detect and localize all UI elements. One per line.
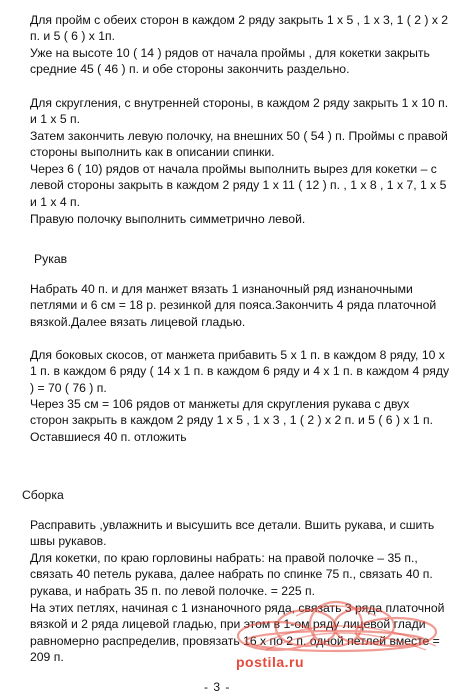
paragraph-yoke-start: Уже на высоте 10 ( 14 ) рядов от начала проймы , для кокетки закрыть средние 45 ( 46 ) п. и обе стороны закончить раздельно.: [30, 46, 430, 77]
watermark-text: postila.ru: [236, 654, 305, 670]
paragraph-sleeve-increases: Для боковых скосов, от манжета прибавить 5 х 1 п. в каждом 8 ряду, 10 х 1 п. в каждом 6 ряду ( 14 х 1 п. в каждом 6 ряду и 4 х 1 п. в каждом 4 ряду ) = 70 ( 76 ) п.: [30, 348, 450, 395]
paragraph-yoke-cutout: Через 6 ( 10) рядов от начала проймы выполнить вырез для кокетки – с левой стороны закрыть в каждом 2 ряду 1 х 11 ( 12 ) п. , 1 х 8 , 1 х 7, 1 х 5 и 1 х 4 п.: [30, 162, 447, 209]
page-number: - 3 -: [204, 680, 231, 694]
paragraph-assembly-rows: На этих петлях, начиная с 1 изнаночного ряда, связать 3 ряда платочной вязкой и 2 ряда лицевой гладью, при этом в 1-ом ряду лицевой глади равномерно распределив, провязать 16 х по 2 п. одной петлей вместе = 209 п.: [30, 601, 445, 665]
paragraph-right-front: Правую полочку выполнить симметрично левой.: [30, 212, 306, 226]
flower-logo-icon: [236, 596, 462, 656]
paragraph-left-front: Затем закончить левую полочку, на внешних 50 ( 54 ) п. Проймы с правой стороны выполнить как в описании спинки.: [30, 129, 448, 160]
paragraph-armhole: Для пройм с обеих сторон в каждом 2 ряду закрыть 1 х 5 , 1 х 3, 1 ( 2 ) х 2 п. и 5 ( 6 ) х 1п.: [30, 13, 449, 44]
paragraph-sleeve-cast-on: Набрать 40 п. и для манжет вязать 1 изнаночный ряд изнаночными петлями и 6 см = 18 р. резинкой для пояса.Закончить 4 ряда платочной вязкой.Далее вязать лицевой гладью.: [30, 282, 437, 329]
paragraph-assembly-dry: Расправить ,увлажнить и высушить все детали. Вшить рукава, и сшить швы рукавов.: [30, 518, 435, 549]
heading-assembly: Сборка: [22, 488, 64, 502]
paragraph-sleeve-cap: Через 35 см = 106 рядов от манжеты для скругления рукава с двух сторон закрыть в каждом 2 ряду 1 х 5 , 1 х 3 , 1 ( 2 ) х 2 п. и 5 ( 6 ) х 1 п. Оставшиеся 40 п. отложить: [30, 397, 434, 444]
paragraph-assembly-yoke: Для кокетки, по краю горловины набрать: на правой полочке – 35 п., связать 40 петель рукава, далее набрать по спинке 75 п., связать 40 п. рукава, и набрать 35 п. по левой полочке. = 225 п.: [30, 551, 433, 598]
postila-watermark: [236, 596, 462, 670]
paragraph-rounding: Для скругления, с внутренней стороны, в каждом 2 ряду закрыть 1 х 10 п. и 1 х 5 п.: [30, 96, 449, 127]
heading-sleeve: Рукав: [34, 252, 68, 266]
